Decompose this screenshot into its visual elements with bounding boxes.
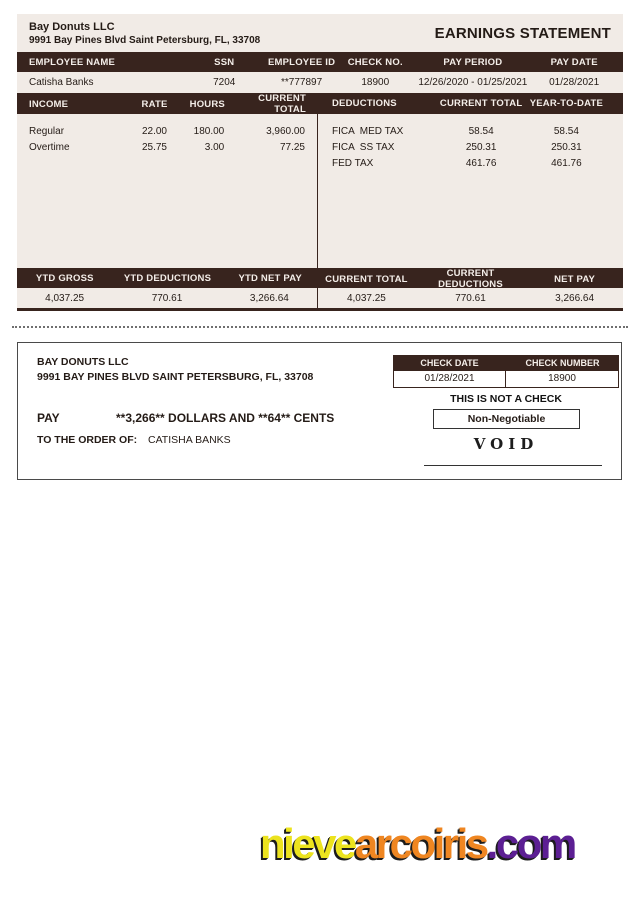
check-company-name: BAY DONUTS LLC <box>37 356 129 368</box>
col-header-ssn: SSN <box>214 56 235 68</box>
check-date-label: CHECK DATE <box>420 358 479 368</box>
deduction-ytd: 250.31 <box>551 141 582 153</box>
current-deductions-value: 770.61 <box>455 292 486 304</box>
col-header-employee-id: EMPLOYEE ID <box>268 56 336 68</box>
pay-label: PAY <box>37 411 60 425</box>
current-total-value: 4,037.25 <box>346 292 386 304</box>
deduction-name: FED TAX <box>332 157 374 169</box>
earnings-body <box>17 114 623 268</box>
pay-amount-words: **3,266** DOLLARS AND **64** CENTS <box>116 411 335 425</box>
col-header-year-to-date: YEAR-TO-DATE <box>529 98 604 109</box>
deduction-row-fica-med <box>318 123 623 139</box>
totals-header-row <box>17 268 623 288</box>
income-rate: 22.00 <box>141 125 167 137</box>
deduction-ytd: 58.54 <box>553 125 579 137</box>
income-hours: 3.00 <box>204 141 225 153</box>
totals-values-row <box>17 288 623 308</box>
col-header-ytd-deductions: YTD DEDUCTIONS <box>123 272 212 284</box>
deduction-current-total: 250.31 <box>465 141 497 153</box>
income-headers <box>17 93 318 114</box>
check-date-table-header <box>393 355 619 371</box>
col-header-income: INCOME <box>29 98 69 110</box>
ytd-net-pay-value: 3,266.64 <box>249 292 289 304</box>
check-number-label: CHECK NUMBER <box>525 358 600 368</box>
col-header-pay-date: PAY DATE <box>550 56 598 68</box>
employee-header-row <box>17 52 623 72</box>
employee-id-value: **777897 <box>281 77 323 88</box>
check-company-block <box>37 355 313 385</box>
ytd-deductions-value: 770.61 <box>151 292 183 304</box>
deduction-current-total: 461.76 <box>465 157 497 169</box>
watermark-part-3: .com <box>486 820 575 867</box>
company-address: 9991 Bay Pines Blvd Saint Petersburg, FL, 33708 <box>29 34 261 46</box>
ytd-totals-headers <box>17 268 318 288</box>
tear-off-separator <box>12 326 628 328</box>
col-header-current-deductions: CURRENT DEDUCTIONS <box>438 268 503 290</box>
pay-stub <box>17 14 623 311</box>
void-stamp: VOID <box>473 435 539 453</box>
check-company-address: 9991 BAY PINES BLVD SAINT PETERSBURG, FL, 33708 <box>37 371 314 383</box>
col-header-hours: HOURS <box>189 98 225 110</box>
check-date-table-values <box>393 371 619 388</box>
income-row-regular <box>17 123 317 139</box>
watermark-part-1: nieve <box>260 820 355 867</box>
to-the-order-of-label: TO THE ORDER OF: <box>37 434 138 446</box>
site-watermark <box>260 820 630 868</box>
ytd-totals-values <box>17 288 318 308</box>
check-no-value: 18900 <box>361 77 390 88</box>
check-date-table <box>393 355 619 388</box>
current-totals-values <box>318 288 623 308</box>
income-current-total: 3,960.00 <box>266 125 305 137</box>
non-negotiable-stamp: Non-Negotiable <box>433 409 580 429</box>
deduction-name: FICA MED TAX <box>332 125 404 137</box>
check-date-value: 01/28/2021 <box>394 371 506 387</box>
income-current-total: 77.25 <box>279 141 305 153</box>
col-header-ded-current-total: CURRENT TOTAL <box>439 98 523 109</box>
ssn-value: 7204 <box>213 77 236 88</box>
deduction-headers <box>318 93 623 114</box>
pay-period-value: 12/26/2020 - 01/25/2021 <box>418 77 528 88</box>
deduction-row-fed-tax <box>318 155 623 171</box>
watermark-part-2: arcoiris <box>354 820 487 867</box>
deduction-current-total: 58.54 <box>468 125 494 137</box>
income-name: Regular <box>29 125 65 137</box>
payee-name: CATISHA BANKS <box>148 434 231 446</box>
col-header-net-pay: NET PAY <box>554 273 596 285</box>
col-header-ytd-net-pay: YTD NET PAY <box>238 272 302 284</box>
current-totals-headers <box>318 268 623 288</box>
col-header-current-total-sum: CURRENT TOTAL <box>325 273 408 285</box>
col-header-check-no: CHECK NO. <box>347 56 403 68</box>
col-header-ytd-gross: YTD GROSS <box>35 272 94 284</box>
deduction-ytd: 461.76 <box>551 157 582 169</box>
company-block <box>29 20 260 47</box>
income-row-overtime <box>17 139 317 155</box>
check-number-value: 18900 <box>548 373 576 384</box>
check-section <box>17 342 622 480</box>
income-name: Overtime <box>29 141 70 153</box>
ytd-gross-value: 4,037.25 <box>45 292 85 304</box>
earnings-header-row <box>17 93 623 114</box>
employee-name-value: Catisha Banks <box>29 77 94 88</box>
income-hours: 180.00 <box>193 125 225 137</box>
stub-header <box>17 14 623 52</box>
pay-date-value: 01/28/2021 <box>549 77 600 88</box>
page-title: EARNINGS STATEMENT <box>434 24 611 42</box>
income-section <box>17 114 318 268</box>
company-name: Bay Donuts LLC <box>29 20 115 33</box>
deductions-section <box>318 114 623 268</box>
col-header-pay-period: PAY PERIOD <box>443 56 503 68</box>
not-a-check-label: THIS IS NOT A CHECK <box>450 393 562 405</box>
col-header-employee-name: EMPLOYEE NAME <box>29 56 115 68</box>
col-header-current-total: CURRENT TOTAL <box>258 93 306 115</box>
col-header-deductions: DEDUCTIONS <box>332 98 397 109</box>
net-pay-value: 3,266.64 <box>555 292 595 304</box>
deduction-row-fica-ss <box>318 139 623 155</box>
col-header-rate: RATE <box>141 98 168 110</box>
deduction-name: FICA SS TAX <box>332 141 395 153</box>
signature-line <box>424 465 602 466</box>
employee-values-row <box>17 72 623 93</box>
income-rate: 25.75 <box>141 141 167 153</box>
